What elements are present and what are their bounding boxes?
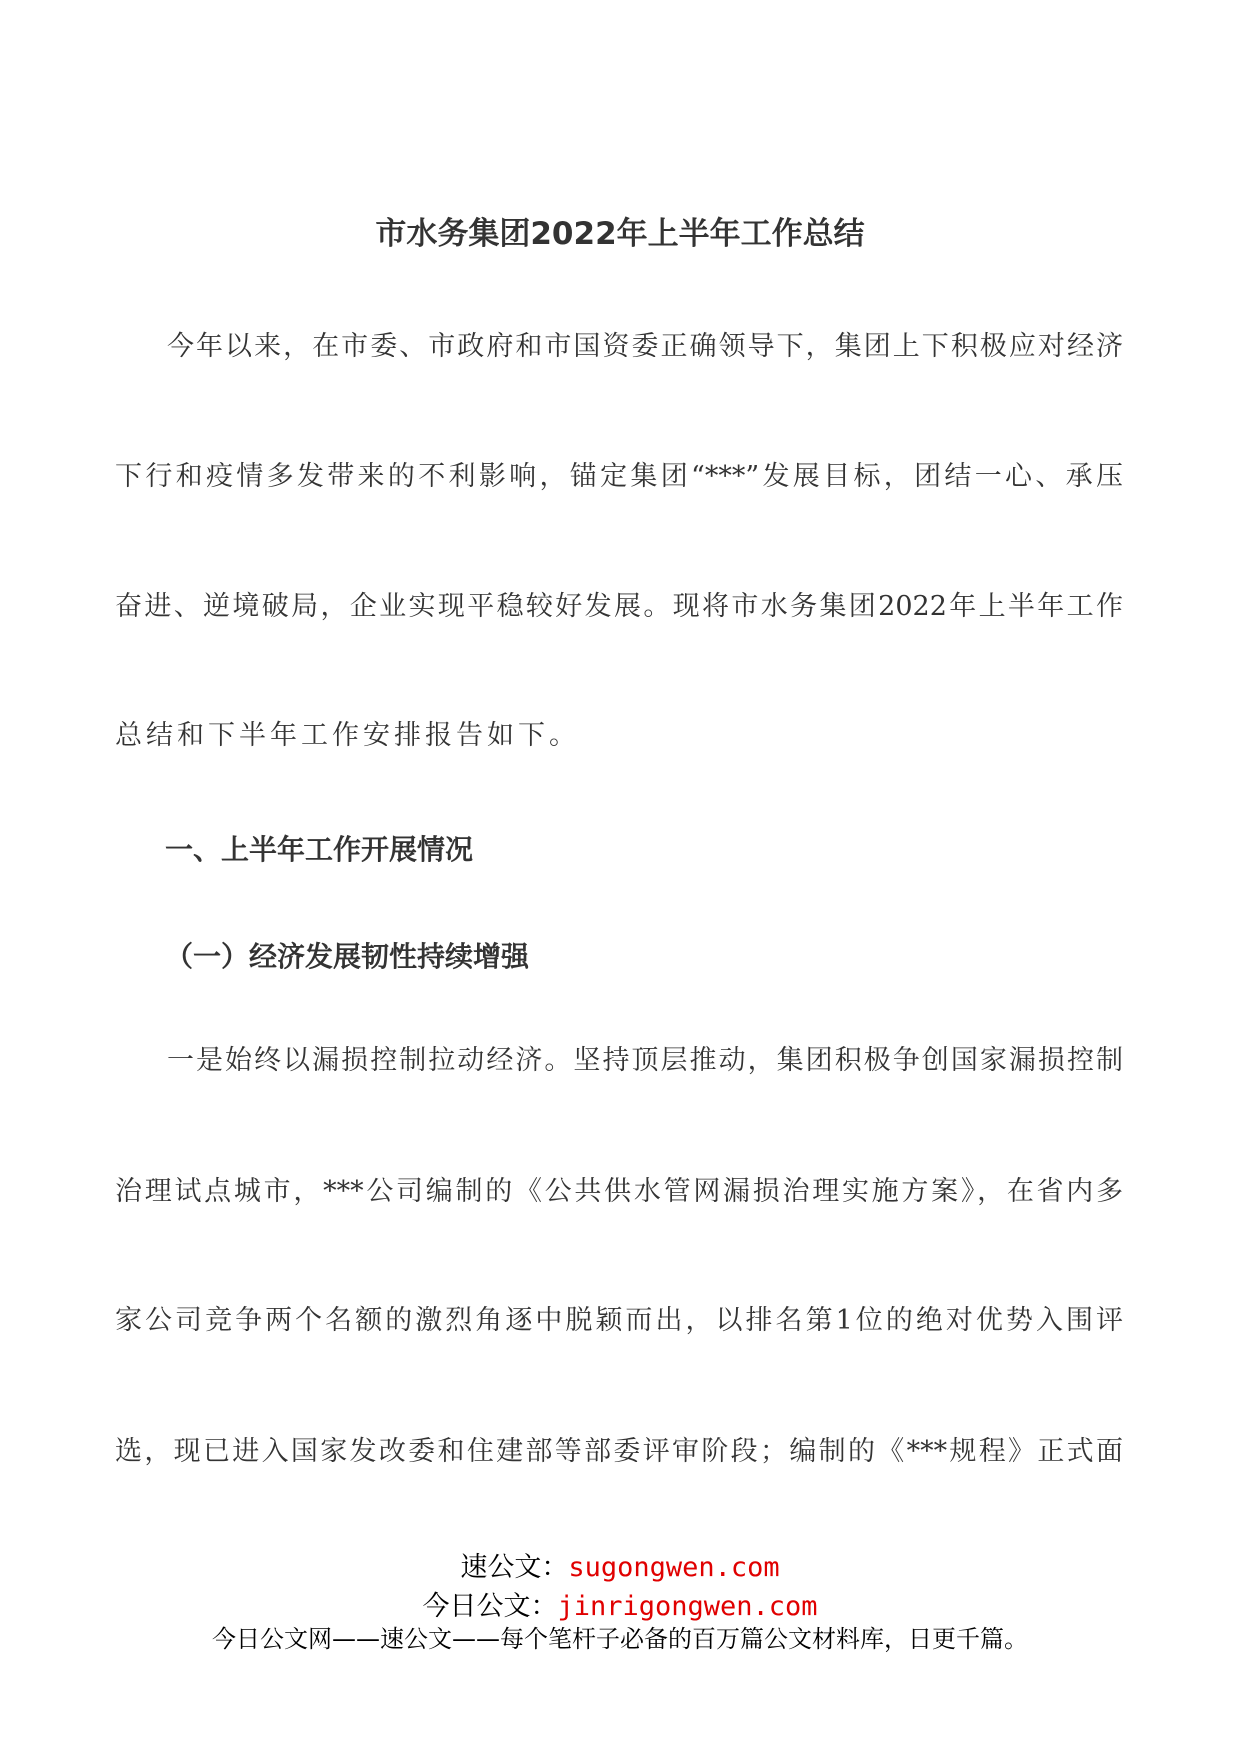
- footer-line-sugongwen: [0, 1545, 1240, 1584]
- paragraph-line: 今年以来，在市委、市政府和市国资委正确领导下，集团上下积极应对经济: [167, 331, 1123, 362]
- paragraph-line: 总结和下半年工作安排报告如下。: [115, 720, 580, 751]
- footer-label: 今日公文：: [422, 1591, 558, 1622]
- section-heading: 一、上半年工作开展情况: [165, 833, 474, 866]
- document-title: 市水务集团2022年上半年工作总结: [375, 216, 865, 252]
- paragraph-line: 治理试点城市，***公司编制的《公共供水管网漏损治理实施方案》，在省内多: [115, 1176, 1123, 1207]
- paragraph-line: 下行和疫情多发带来的不利影响，锚定集团“***”发展目标，团结一心、承压: [115, 461, 1123, 492]
- paragraph-line: 一是始终以漏损控制拉动经济。坚持顶层推动，集团积极争创国家漏损控制: [167, 1045, 1123, 1076]
- footer-label: 速公文：: [460, 1552, 569, 1583]
- subsection-heading: （一）经济发展韧性持续增强: [165, 940, 530, 973]
- paragraph-line: 家公司竞争两个名额的激烈角逐中脱颖而出，以排名第1位的绝对优势入围评: [115, 1305, 1123, 1336]
- paragraph-line: 奋进、逆境破局，企业实现平稳较好发展。现将市水务集团2022年上半年工作: [115, 591, 1123, 622]
- footer-link-sugongwen[interactable]: sugongwen.com: [568, 1552, 780, 1583]
- paragraph-line: 选，现已进入国家发改委和住建部等部委评审阶段；编制的《***规程》正式面: [115, 1436, 1123, 1467]
- footer-tagline: 今日公文网——速公文——每个笔杆子必备的百万篇公文材料库，日更千篇。: [212, 1625, 1028, 1653]
- footer-line-jinrigongwen: [0, 1584, 1240, 1623]
- footer-link-jinrigongwen[interactable]: jinrigongwen.com: [557, 1591, 818, 1622]
